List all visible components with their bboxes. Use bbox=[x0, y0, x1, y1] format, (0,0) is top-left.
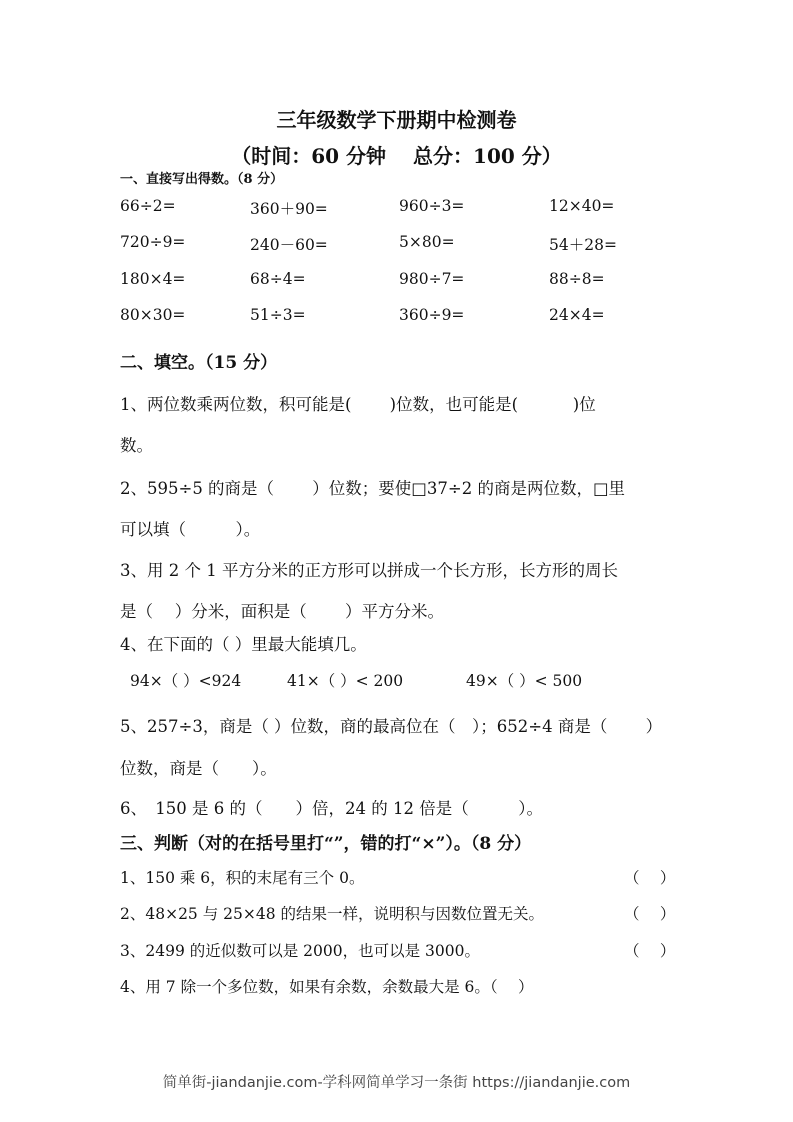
section-3-heading: 三、判断（对的在括号里打“”，错的打“×”）。（8 分） bbox=[120, 834, 532, 854]
answer-parentheses: （ ） bbox=[624, 905, 676, 923]
fill-question-2-cont: 可以填（ ）。 bbox=[120, 520, 261, 539]
footer-watermark: 简单街-jiandanjie.com-学科网简单学习一条街 https://jiandanjie.com bbox=[162, 1075, 631, 1091]
answer-parentheses: （ ） bbox=[624, 942, 676, 960]
compare-item: 41×（ ）< 200 bbox=[287, 672, 404, 690]
answer-parentheses: （ ） bbox=[624, 869, 676, 887]
fill-question-5-cont: 位数，商是（ ）。 bbox=[120, 759, 277, 778]
calc-item: 360＋90= bbox=[250, 200, 328, 218]
calc-item: 54＋28= bbox=[549, 236, 617, 254]
page-title: 三年级数学下册期中检测卷 bbox=[276, 108, 517, 132]
fill-question-6: 6、 150 是 6 的（ ）倍，24 的 12 倍是（ ）。 bbox=[120, 799, 543, 818]
calc-item: 360÷9= bbox=[399, 306, 465, 324]
calc-item: 51÷3= bbox=[250, 306, 306, 324]
section-1-heading: 一、直接写出得数。（8 分） bbox=[120, 172, 284, 187]
page-subtitle: （时间：60 分钟 总分：100 分） bbox=[231, 144, 562, 168]
calc-item: 88÷8= bbox=[549, 270, 605, 288]
calc-item: 12×40= bbox=[549, 197, 615, 215]
calc-item: 66÷2= bbox=[120, 197, 176, 215]
calc-item: 180×4= bbox=[120, 270, 186, 288]
judge-item-3: 3、2499 的近似数可以是 2000，也可以是 3000。 bbox=[120, 942, 480, 960]
fill-question-1: 1、两位数乘两位数，积可能是( )位数，也可能是( )位 bbox=[120, 395, 596, 414]
fill-question-3: 3、用 2 个 1 平方分米的正方形可以拼成一个长方形，长方形的周长 bbox=[120, 561, 618, 580]
judge-item-2: 2、48×25 与 25×48 的结果一样，说明积与因数位置无关。 bbox=[120, 905, 545, 923]
fill-question-3-cont: 是（ ）分米，面积是（ ）平方分米。 bbox=[120, 602, 444, 621]
calc-item: 80×30= bbox=[120, 306, 186, 324]
fill-question-4: 4、在下面的（ ）里最大能填几。 bbox=[120, 635, 367, 654]
calc-item: 68÷4= bbox=[250, 270, 306, 288]
section-2-heading: 二、填空。（15 分） bbox=[120, 353, 278, 373]
fill-question-5: 5、257÷3，商是（ ）位数，商的最高位在（ ）；652÷4 商是（ ） bbox=[120, 717, 663, 736]
judge-item-4: 4、用 7 除一个多位数，如果有余数，余数最大是 6。（ ） bbox=[120, 978, 534, 996]
calc-item: 5×80= bbox=[399, 233, 455, 251]
judge-item-1: 1、150 乘 6，积的末尾有三个 0。 bbox=[120, 869, 365, 887]
compare-item: 94×（ ）<924 bbox=[130, 672, 242, 690]
compare-item: 49×（ ）< 500 bbox=[466, 672, 583, 690]
calc-item: 980÷7= bbox=[399, 270, 465, 288]
calc-item: 24×4= bbox=[549, 306, 605, 324]
calc-item: 240－60= bbox=[250, 236, 328, 254]
fill-question-1-cont: 数。 bbox=[120, 436, 153, 455]
calc-item: 960÷3= bbox=[399, 197, 465, 215]
calc-item: 720÷9= bbox=[120, 233, 186, 251]
fill-question-2: 2、595÷5 的商是（ ）位数；要使□37÷2 的商是两位数，□里 bbox=[120, 479, 626, 498]
